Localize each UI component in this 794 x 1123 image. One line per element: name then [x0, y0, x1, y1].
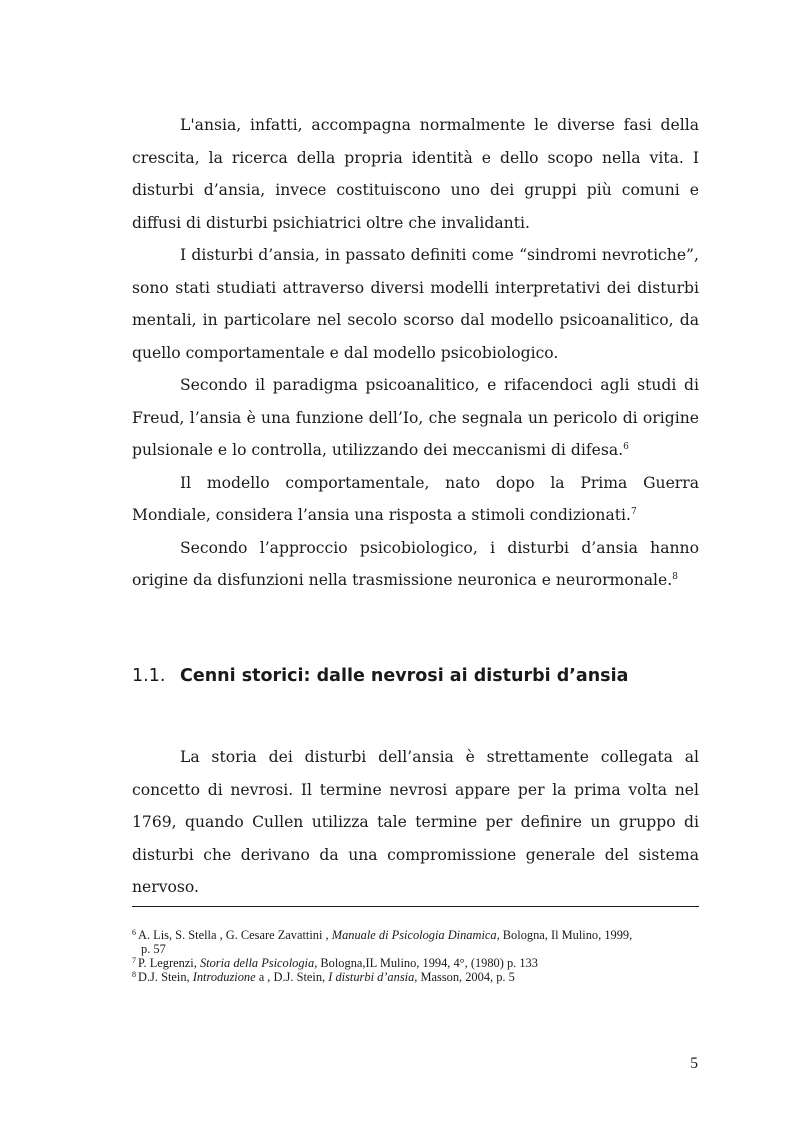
paragraph: Secondo il paradigma psicoanalitico, e rifacendoci agli studi di Freud, l’ansia è una funzione dell’Io, che segnala un pericolo di origine pulsionale e lo controlla, utilizzando dei meccanismi di difesa.$^6$ [132, 376, 699, 459]
section-heading [132, 662, 732, 690]
body-text-bottom [132, 741, 699, 904]
footnote: $^8$ D.J. Stein, Introduzione a , D.J. Stein, I disturbi d’ansia, Masson, 2004, p. 5 [132, 970, 515, 984]
section-number: 1.1. [132, 666, 166, 686]
footnote: $^6$ A. Lis, S. Stella , G. Cesare Zavattini , Manuale di Psicologia Dinamica, Bologna, Il Mulino, 1999, p. 57 [132, 928, 699, 956]
paragraph: La storia dei disturbi dell’ansia è strettamente collegata al concetto di nevrosi. Il termine nevrosi appare per la prima volta nel 1769, quando Cullen utilizza tale termine per definire un gruppo di disturbi che derivano da una compromissione generale del sistema nervoso. [132, 748, 699, 896]
body-text-top [132, 109, 699, 597]
footnote: $^7$ P. Legrenzi, Storia della Psicologia, Bologna,IL Mulino, 1994, 4°, (1980) p. 133 [132, 956, 538, 970]
footnote-ref[interactable]: 8 [672, 572, 678, 582]
page-number: 5 [690, 1055, 698, 1072]
footnote-number: 8 [132, 970, 136, 979]
footnote-continuation: p. 57 [141, 942, 166, 956]
footnote-ref[interactable]: 6 [623, 442, 629, 452]
footnote-number: 6 [132, 928, 136, 937]
section-title: Cenni storici: dalle nevrosi ai disturbi d’ansia [180, 666, 629, 686]
footnote-ref[interactable]: 7 [630, 507, 637, 517]
paragraph: Il modello comportamentale, nato dopo la Prima Guerra Mondiale, considera l’ansia una risposta a stimoli condizionati.$^7$ [132, 473, 699, 524]
paragraph: L'ansia, infatti, accompagna normalmente le diverse fasi della crescita, la ricerca della propria identità e dello scopo nella vita. I disturbi d’ansia, invece costituiscono uno dei gruppi più comuni e diffusi di disturbi psichiatrici oltre che invalidanti. [132, 116, 699, 232]
paragraph: I disturbi d’ansia, in passato definiti come “sindromi nevrotiche”, sono stati studiati attraverso diversi modelli interpretativi dei disturbi mentali, in particolare nel secolo scorso dal modello psicoanalitico, da quello comportamentale e dal modello psicobiologico. [132, 246, 699, 362]
footnote-number: 7 [132, 956, 136, 965]
paragraph: Secondo l’approccio psicobiologico, i disturbi d’ansia hanno origine da disfunzioni nella trasmissione neuronica e neurormonale.$^8$ [132, 538, 699, 589]
footnote-separator [132, 906, 699, 907]
footnotes [132, 928, 699, 984]
